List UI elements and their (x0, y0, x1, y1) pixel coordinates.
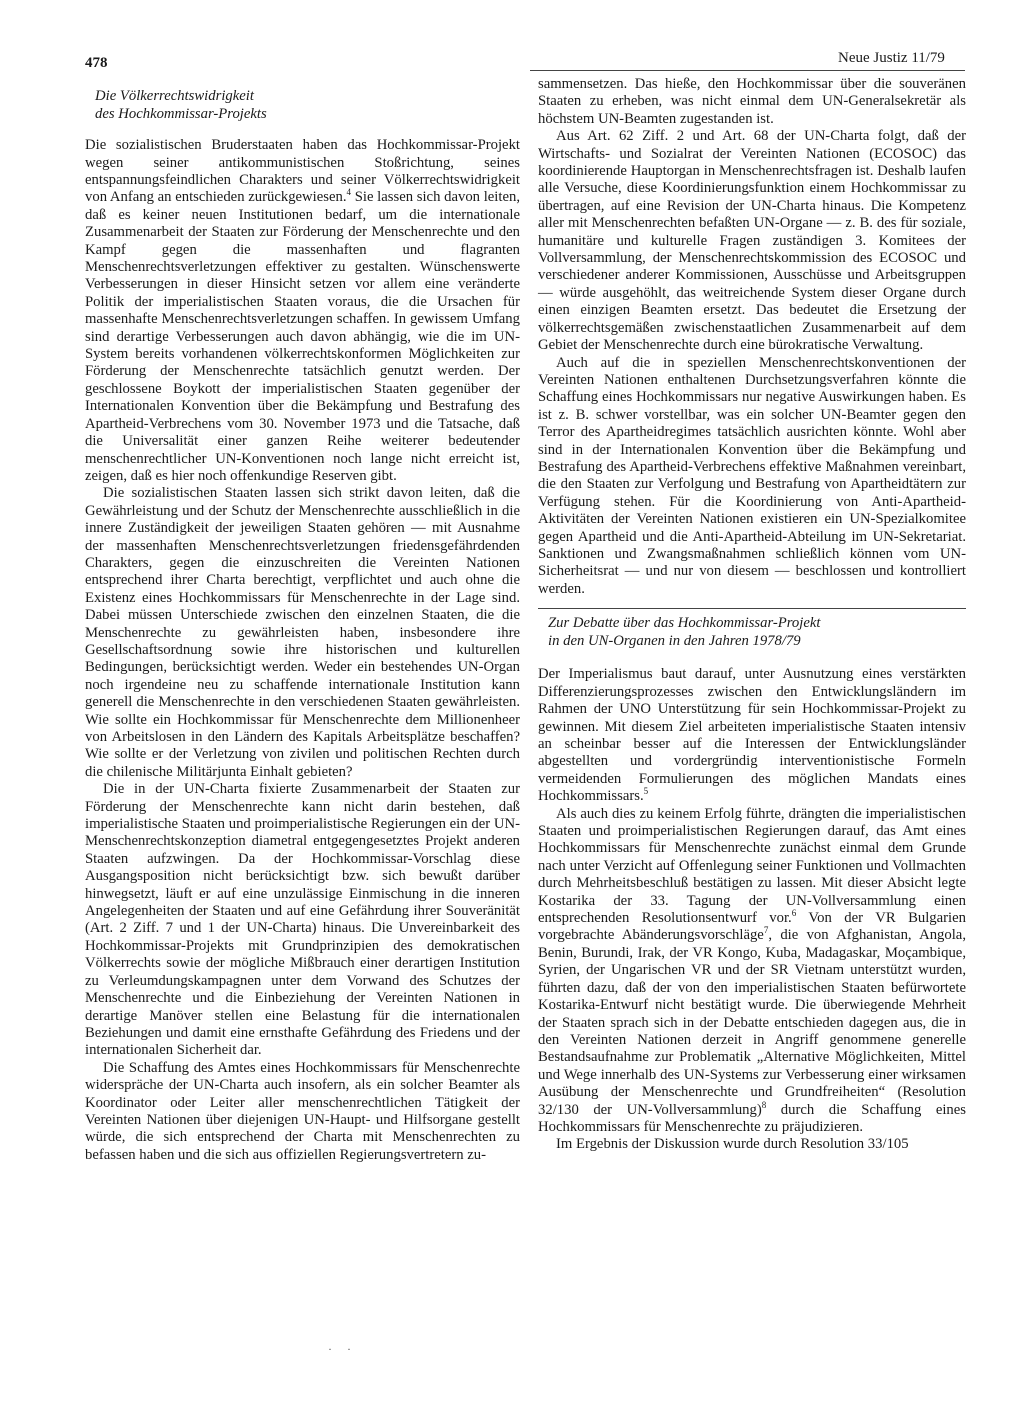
left-column (85, 78, 520, 1164)
footnote-ref: 6 (791, 908, 797, 919)
footnote-ref: 8 (761, 1099, 767, 1110)
paragraph (538, 806, 966, 1137)
footnote-ref: 7 (763, 925, 769, 936)
paragraph: Aus Art. 62 Ziff. 2 und Art. 68 der UN-Charta folgt, daß der Wirtschafts- und Sozialrat der Vereinten Nationen (ECOSOC) das koordinierende Hauptorgan in Menschenrechtsfragen ist. Deshalb laufen alle Versuche, diese Koordinierungsfunktion einem Hochkommissar zu übertragen, auf eine Revision der UN-Charta hinaus. Die Kompetenz aller mit Menschenrechten befaßten UN-Organe — z. B. des für soziale, humanitäre und kulturelle Fragen zuständigen 3. Komitees der Vollversammlung, der Menschenrechtskommission des ECOSOC und verschiedener anderer Kommissionen, Ausschüsse und Arbeitsgruppen — würde ausgehöhlt, das weitreichende System dieser Organe durch einen einzigen Beamten ersetzt. Das bedeutet die Ersetzung der völkerrechtsgemäßen zwischenstaatlichen Zusammenarbeit auf dem Gebiet der Menschenrechte durch eine bürokratische Verwaltung. (538, 128, 966, 354)
running-head: Neue Justiz 11/79 (838, 50, 945, 66)
paragraph-text: Von der VR Bulgarien vorgebrachte Abänderungsvorschläge (538, 910, 966, 944)
paragraph-text: Der Imperialismus baut darauf, unter Ausnutzung eines verstärkten Differenzierungsprozesses zwischen den Entwicklungsländern im Rahmen der UNO Unterstützung für sein Hochkommissar-Projekt zu gewinnen. Mit diesem Ziel arbeiteten imperialistische Staaten intensiv an scheinbar besser auf die Interessen der Entwicklungsländer abgestellten und vordergründig interventionistische Formeln vermeidenden Formulierungen des möglichen Mandats eines Hochkommissars. (538, 666, 966, 805)
paragraph: Die in der UN-Charta fixierte Zusammenarbeit der Staaten zur Förderung der Menschenrechte kann nicht darin bestehen, daß imperialistische Staaten und proimperialistische Regierungen ein der UN-Menschenrechtskonzeption diametral entgegengesetztes Projekt anderen Staaten aufzwingen. Da der Hochkommissar-Vorschlag diese Ausgangsposition nicht berücksichtigt bzw. sich bewußt darüber hinwegsetzt, läuft er auf eine unzulässige Einmischung in die inneren Angelegenheiten der Staaten und auf eine Gefährdung ihrer Souveränität (Art. 2 Ziff. 7 und 1 der UN-Charta) hinaus. Die Unvereinbarkeit des Hochkommissar-Projekts mit Grundprinzipien des demokratischen Völkerrechts sowie der mögliche Mißbrauch einer derartigen Institution zu Verleumdungskampagnen unter dem Vorwand des Schutzes der Menschenrechte und die Einbeziehung der Vereinten Nationen in derartige Manöver stellen eine Belastung für die internationalen Beziehungen und damit eine ernsthafte Gefährdung des Friedens und der internationalen Sicherheit dar. (85, 781, 520, 1059)
header-rule (530, 70, 965, 71)
paragraph-text: durch die Schaffung eines Hochkommissars für Menschenrechte zu präjudizieren. (538, 1101, 966, 1135)
section-heading-2-line1: Zur Debatte über das Hochkommissar-Projekt (548, 615, 821, 632)
scan-specks: · · (328, 1342, 357, 1356)
page-number: 478 (85, 55, 108, 71)
paragraph (85, 137, 520, 485)
paragraph: Die Schaffung des Amtes eines Hochkommissars für Menschenrechte widerspräche der UN-Charta auch insofern, als ein solcher Beamter als Koordinator oder Leiter aller menschenrechtlichen Tätigkeit der Vereinten Nationen über diejenigen UN-Haupt- und Hilfsorgane gestellt würde, die sich entsprechend der Charta mit Menschenrechten zu befassen haben und die sich aus offiziellen Regierungsvertretern zu- (85, 1059, 520, 1163)
paragraph: sammensetzen. Das hieße, den Hochkommissar über die souveränen Staaten zu erheben, was nicht einmal dem UN-Generalsekretär als höchstem UN-Beamten zugestanden ist. (538, 76, 966, 127)
section-heading-1-line2: des Hochkommissar-Projekts (95, 105, 267, 122)
paragraph (538, 666, 966, 805)
section-divider (538, 608, 966, 609)
section-heading-2 (548, 615, 966, 650)
paragraph-text: Die sozialistischen Bruderstaaten haben das Hochkommissar-Projekt wegen seiner antikommunistischen Stoßrichtung, seines entspannungsfeindlichen Charakters und seiner Völkerrechtswidrigkeit von Anfang an entschieden zurückgewiesen. (85, 137, 520, 206)
paragraph-text: Als auch dies zu keinem Erfolg führte, drängten die imperialistischen Staaten und proimperialistischen Regierungen darauf, das Amt eines Hochkommissars für Menschenrechte zunächst einmal dem Grunde nach unter Verzicht auf Offenlegung seiner Funktionen und Vollmachten durch Mehrheitsbeschluß bestätigen zu lassen. Mit dieser Absicht legte Kostarika der 33. Tagung der UN-Vollversammlung einen entsprechenden Resolutionsentwurf vor. (538, 805, 966, 927)
right-column (538, 76, 966, 1154)
section-heading-1 (95, 88, 520, 123)
footnote-ref: 4 (346, 187, 352, 198)
paragraph: Auch auf die in speziellen Menschenrechtskonventionen der Vereinten Nationen enthaltenen Durchsetzungsverfahren könnte die Schaffung eines Hochkommissars nur negative Auswirkungen haben. Es ist z. B. schwer vorstellbar, was ein solcher UN-Beamter gegen den Terror des Apartheidregimes tatsächlich ausrichten könnte. Wohl aber sind in der Internationalen Konvention über die Bekämpfung und Bestrafung des Apartheid-Verbrechens effektive Maßnahmen vereinbart, die den Staaten zur Verfolgung und Bestrafung von Apartheidtätern zur Verfügung stehen. Für die Koordinierung von Anti-Apartheid-Aktivitäten der Vereinten Nationen existieren ein UN-Spezialkomitee gegen Apartheid und die Anti-Apartheid-Abteilung im UN-Sekretariat. Sanktionen und Zwangsmaßnahmen schließlich können vom UN-Sicherheitsrat — und nur von diesem — beschlossen und kontrolliert werden. (538, 354, 966, 597)
paragraph-text: Sie lassen sich davon leiten, daß es keiner neuen Institutionen bedarf, um die internationale Zusammenarbeit der Staaten zur Förderung der Menschenrechte und den Kampf gegen die massenhaften und flagranten Menschenrechtsverletzungen effektiver zu gestalten. Wünschenswerte Verbesserungen in dieser Hinsicht setzen vor allem eine veränderte Politik der imperialistischen Staaten voraus, die die Ursachen für massenhafte Menschenrechtsverletzungen schaffen. In gewissem Umfang sind derartige Verbesserungen auch davon abhängig, wie die im UN-System bereits vorhandenen völkerrechtskonformen Möglichkeiten zur Förderung der Menschenrechte tatsächlich genutzt werden. Der geschlossene Boykott der imperialistischen Staaten gegenüber der Internationalen Konvention über die Bekämpfung und Bestrafung des Apartheid-Verbrechens vom 30. November 1973 und die Tatsache, daß die Universalität einer ganzen Reihe weiterer bedeutender menschenrechtlicher UN-Konventionen noch lange nicht erreicht ist, zeigen, daß es hier noch offenkundige Reserven gibt. (85, 189, 520, 484)
paragraph: Die sozialistischen Staaten lassen sich strikt davon leiten, daß die Gewährleistung und der Schutz der Menschenrechte ausschließlich in die innere Zuständigkeit der jeweiligen Staaten gehören — mit Ausnahme der massenhaften Menschenrechtsverletzungen friedensgefährdenden Charakters, gegen die einzuschreiten die Vereinten Nationen entsprechend ihrer Charta berechtigt, verpflichtet und auch ohne die Existenz eines Hochkommissars für Menschenrechte in der Lage sind. Dabei müssen Unterschiede zwischen den einzelnen Staaten, die die Menschenrechte zu gewährleisten haben, insbesondere ihre Gesellschaftsordnung sowie ihre historischen und kulturellen Bedingungen, berücksichtigt werden. Weder ein bestehendes UN-Organ noch irgendeine neu zu schaffende internationale Institution kann generell die Menschenrechte in den verschiedenen Staaten gewährleisten. Wie sollte ein Hochkommissar für Menschenrechte dem Millionenheer von Arbeitslosen in den Ländern des Kapitals Arbeitsplätze beschaffen? Wie sollte er der Verletzung von zivilen und politischen Rechten durch die chilenische Militärjunta Einhalt gebieten? (85, 485, 520, 780)
section-heading-2-line2: in den UN-Organen in den Jahren 1978/79 (548, 632, 801, 649)
paragraph: Im Ergebnis der Diskussion wurde durch Resolution 33/105 (556, 1136, 909, 1153)
paragraph-text: , die von Afghanistan, Angola, Benin, Burundi, Irak, der VR Kongo, Kuba, Madagaskar, Moçambique, Syrien, der Ungarischen VR und der SR Vietnam unterstützt wurden, führten dazu, daß der von den imperialistischen Staaten befürwortete Kostarika-Entwurf nicht bestätigt wurde. Die überwiegende Mehrheit der Staaten sprach sich in der Debatte entschieden dagegen aus, die in den Vereinten Nationen derzeit in Angriff genommene generelle Bestandsaufnahme zur Problematik „Alternative Möglichkeiten, Mittel und Wege innerhalb des UN-Systems zur Verbesserung einer wirksamen Ausübung der Menschenrechte und Grundfreiheiten“ (Resolution 32/130 der UN-Vollversammlung) (538, 927, 967, 1118)
section-heading-1-line1: Die Völkerrechtswidrigkeit (95, 88, 254, 104)
footnote-ref: 5 (643, 786, 649, 797)
